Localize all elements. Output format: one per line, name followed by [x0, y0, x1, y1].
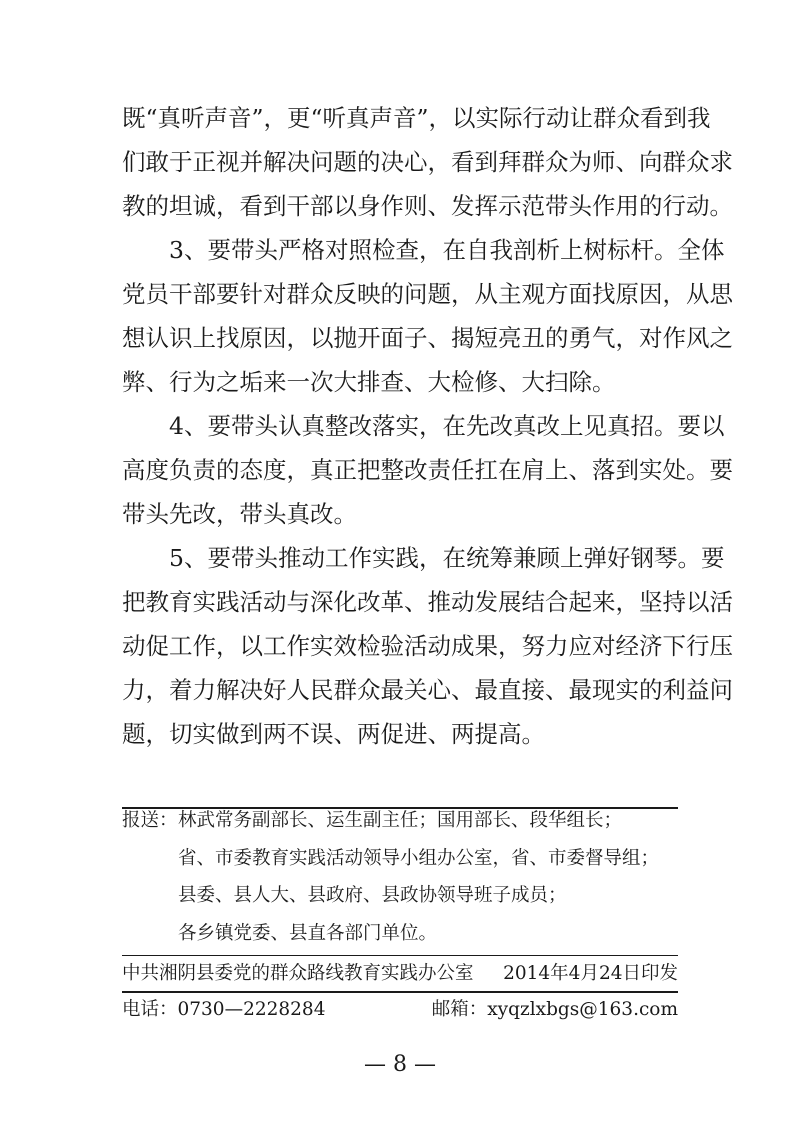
footer-middle-rule — [122, 955, 678, 956]
body-line: 党员干部要针对群众反映的问题，从主观方面找原因，从思 — [122, 280, 733, 308]
body-line: 题，切实做到两不误、两促进、两提高。 — [122, 720, 545, 748]
body-line: 力，着力解决好人民群众最关心、最直接、最现实的利益问 — [122, 676, 733, 704]
body-line: 既“真听声音”，更“听真声音”，以实际行动让群众看到我 — [122, 104, 711, 132]
distribution-line: 县委、县人大、县政府、县政协领导班子成员； — [178, 885, 567, 906]
paragraph-5-first-line: 5、要带头推动工作实践，在统筹兼顾上弹好钢琴。要 — [169, 544, 725, 572]
body-line: 把教育实践活动与深化改革、推动发展结合起来，坚持以活 — [122, 588, 733, 616]
issue-date: 2014年4月24日印发 — [503, 963, 678, 984]
paragraph-4-first-line: 4、要带头认真整改落实，在先改真改上见真招。要以 — [169, 412, 725, 440]
distribution-label: 报送： — [122, 810, 178, 831]
body-line: 弊、行为之垢来一次大排查、大检修、大扫除。 — [122, 368, 616, 396]
body-line: 带头先改，带头真改。 — [122, 500, 357, 528]
body-line: 想认识上找原因，以抛开面子、揭短亮丑的勇气，对作风之 — [122, 324, 733, 352]
contact-phone: 电话：0730—2228284 — [122, 999, 326, 1020]
body-line: 教的坦诚，看到干部以身作则、发挥示范带头作用的行动。 — [122, 192, 733, 220]
distribution-line: 各乡镇党委、县直各部门单位。 — [178, 923, 438, 944]
body-line: 动促工作，以工作实效检验活动成果，努力应对经济下行压 — [122, 632, 733, 660]
body-line: 高度负责的态度，真正把整改责任扛在肩上、落到实处。要 — [122, 456, 733, 484]
issuing-office: 中共湘阴县委党的群众路线教育实践办公室 — [122, 963, 474, 984]
page-number: — 8 — — [364, 1052, 436, 1077]
paragraph-3-first-line: 3、要带头严格对照检查，在自我剖析上树标杆。全体 — [169, 236, 725, 264]
body-line: 们敢于正视并解决问题的决心，看到拜群众为师、向群众求 — [122, 148, 733, 176]
distribution-line: 林武常务副部长、运生副主任；国用部长、段华组长； — [178, 810, 623, 831]
contact-email: 邮箱：xyqzlxbgs@163.com — [431, 999, 678, 1020]
footer-bottom-rule — [122, 991, 678, 993]
distribution-line: 省、市委教育实践活动领导小组办公室，省、市委督导组； — [178, 848, 660, 869]
